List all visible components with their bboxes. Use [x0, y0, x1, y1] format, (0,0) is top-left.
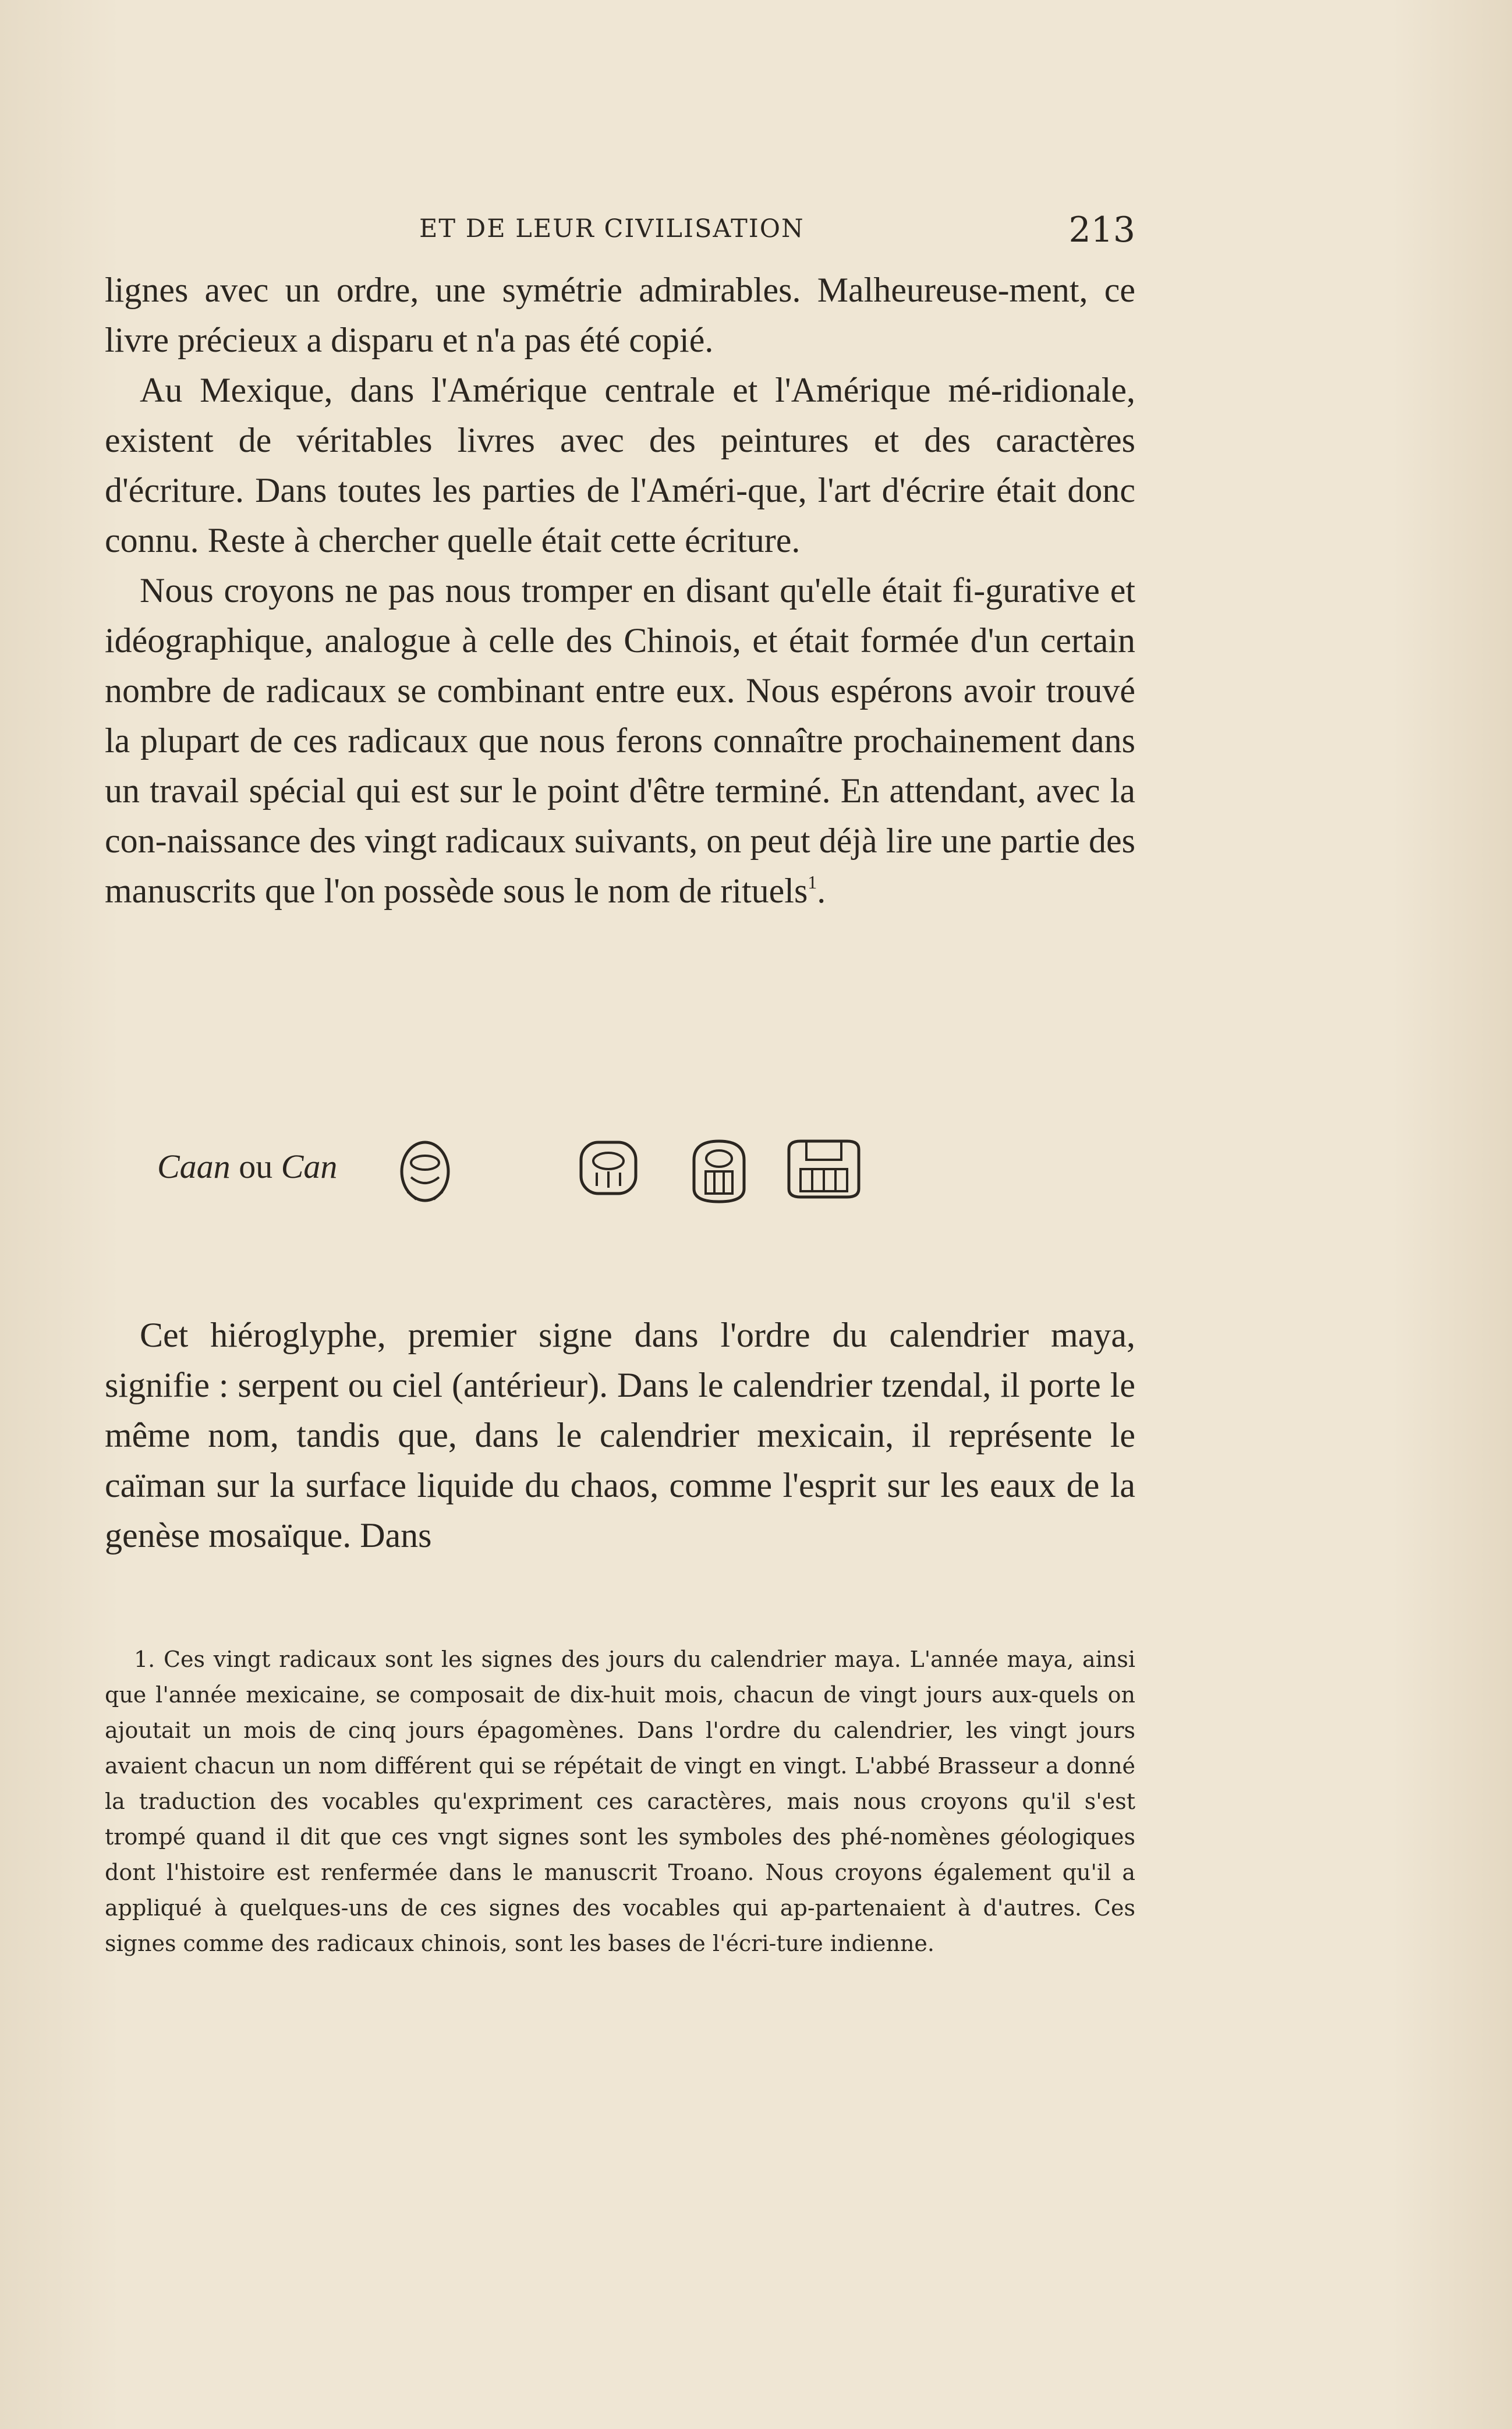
- glyph-caption-word1: Caan: [157, 1148, 231, 1185]
- paragraph-3: Nous croyons ne pas nous tromper en disant qu'elle était fi-gurative et idéographique, analogue à celle des Chinois, et était formée d'un certain nombre de radicaux se combinant entre eux. Nous espérons avoir trouvé la plupart de ces radicaux que nous ferons connaître prochainement dans un travail spécial qui est sur le point d'être terminé. En attendant, avec la con-naissance des vingt radicaux suivants, on peut déjà lire une partie des manuscrits que l'on possède sous le nom de rituels$^1$.: [105, 571, 1135, 910]
- footnote-text: Ces vingt radicaux sont les signes des jours du calendrier maya. L'année maya, ainsi que l'année mexicaine, se composait de dix-huit mois, chacun de vingt jours aux-quels on ajoutait un mois de cinq jours épagomènes. Dans l'ordre du calendrier, les vingt jours avaient chacun un nom différent qui se répétait de vingt en vingt. L'abbé Brasseur a donné la traduction des vocables qu'expriment ces caractères, mais nous croyons qu'il s'est trompé quand il dit que ces vngt signes sont les symboles des phé-nomènes géologiques dont l'histoire est renfermée dans le manuscrit Troano. Nous croyons également qu'il a appliqué à quelques-uns de ces signes des vocables qui ap-partenaient à d'autres. Ces signes comme des radicaux chinois, sont les bases de l'écri-ture indienne.: [105, 1647, 1135, 1956]
- glyph-caption-word2: Can: [281, 1148, 338, 1185]
- footnote-number: 1.: [134, 1647, 155, 1672]
- footnote-paragraph: [105, 1642, 1135, 1961]
- paragraph-3-text: Nous croyons ne pas nous tromper en disant qu'elle était fi-gurative et idéographique, analogue à celle des Chinois, et était formée d'un certain nombre de radicaux se combinant entre eux. Nous espérons avoir trouvé la plupart de ces radicaux que nous ferons connaître prochainement dans un travail spécial qui est sur le point d'être terminé. En attendant, avec la con-naissance des vingt radicaux suivants, on peut déjà lire une partie des manuscrits que l'on possède sous le nom de rituels: [105, 571, 1135, 910]
- paragraph-1: lignes avec un ordre, une symétrie admirables. Malheureuse-ment, ce livre précieux a disparu et n'a pas été copié.: [105, 271, 1135, 359]
- body-text-lower: [105, 1310, 1135, 1560]
- footnote: [105, 1642, 1135, 1961]
- glyph-caption-conj: ou: [239, 1148, 273, 1185]
- glyph-row: [157, 1129, 914, 1217]
- caan-glyph-4-icon: [783, 1136, 865, 1201]
- caan-glyph-3-icon: [687, 1136, 751, 1206]
- caan-glyph-2-icon: [576, 1136, 640, 1201]
- paragraph-2: Au Mexique, dans l'Amérique centrale et l'Amérique mé-ridionale, existent de véritables livres avec des peintures et des caractères d'écriture. Dans toutes les parties de l'Améri-que, l'art d'écrire était donc connu. Reste à chercher quelle était cette écriture.: [105, 371, 1135, 560]
- paragraph-4: Cet hiéroglyphe, premier signe dans l'ordre du calendrier maya, signifie : serpent ou ciel (antérieur). Dans le calendrier tzendal, il porte le même nom, tandis que, dans le calendrier mexicain, il représente le caïman sur la surface liquide du chaos, comme l'esprit sur les eaux de la genèse mosaïque. Dans: [105, 1316, 1135, 1555]
- page-number: 213: [1068, 210, 1135, 250]
- caan-glyph-1-icon: [396, 1136, 454, 1206]
- glyph-caption: [157, 1147, 337, 1186]
- running-head: [105, 210, 1135, 250]
- body-text-upper: [105, 265, 1135, 916]
- running-head-title: ET DE LEUR CIVILISATION: [419, 214, 805, 243]
- footnote-reference: 1: [808, 872, 817, 893]
